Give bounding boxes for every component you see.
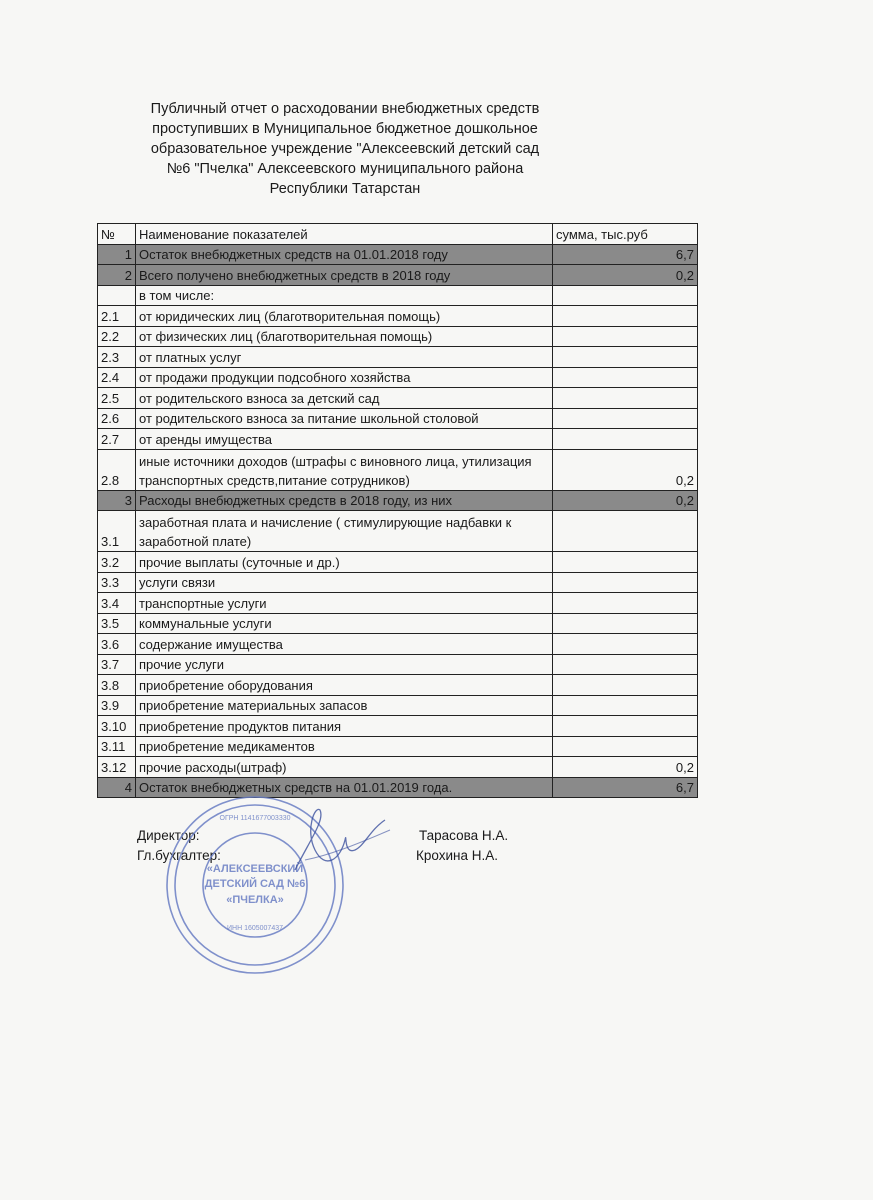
row-amount	[553, 736, 698, 757]
row-amount	[553, 654, 698, 675]
row-amount	[553, 716, 698, 737]
row-amount	[553, 593, 698, 614]
row-name: Всего получено внебюджетных средств в 2018 году	[136, 265, 553, 286]
director-label: Директор:	[137, 828, 200, 843]
row-number: 3.3	[98, 572, 136, 593]
title-line: образовательное учреждение "Алексеевский детский сад	[150, 141, 540, 157]
row-amount: 0,2	[553, 757, 698, 778]
row-name: коммунальные услуги	[136, 613, 553, 634]
row-name: приобретение оборудования	[136, 675, 553, 696]
accountant-label: Гл.бухгалтер:	[137, 848, 221, 863]
table-row	[98, 285, 698, 306]
header-name: Наименование показателей	[136, 224, 553, 245]
row-amount	[553, 347, 698, 368]
row-amount	[553, 408, 698, 429]
title-line: №6 "Пчелка" Алексеевского муниципального района	[166, 161, 524, 177]
title-line: Публичный отчет о расходовании внебюджетных средств	[150, 101, 540, 117]
table-row	[98, 716, 698, 737]
table-row	[98, 388, 698, 409]
table-row	[98, 265, 698, 286]
row-number: 2.7	[98, 429, 136, 450]
row-number: 2.1	[98, 306, 136, 327]
table-row	[98, 429, 698, 450]
row-name: от физических лиц (благотворительная помощь)	[136, 326, 553, 347]
row-name: от платных услуг	[136, 347, 553, 368]
table-row	[98, 654, 698, 675]
director-name: Тарасова Н.А.	[419, 828, 509, 843]
table-row	[98, 511, 698, 552]
title-line: Республики Татарстан	[269, 181, 421, 197]
table-row	[98, 552, 698, 573]
table-row	[98, 408, 698, 429]
document-title	[130, 99, 560, 199]
row-amount	[553, 429, 698, 450]
row-name: иные источники доходов (штрафы с виновного лица, утилизация транспортных средств,питание сотрудников)	[136, 449, 553, 490]
row-amount: 0,2	[553, 449, 698, 490]
table-row	[98, 490, 698, 511]
row-amount	[553, 285, 698, 306]
row-name: Остаток внебюджетных средств на 01.01.2019 года.	[136, 777, 553, 798]
row-number: 1	[98, 244, 136, 265]
row-name: транспортные услуги	[136, 593, 553, 614]
row-name: Расходы внебюджетных средств в 2018 году, из них	[136, 490, 553, 511]
row-name: заработная плата и начисление ( стимулирующие надбавки к заработной плате)	[136, 511, 553, 552]
row-number: 2.4	[98, 367, 136, 388]
row-number: 3.12	[98, 757, 136, 778]
row-name: прочие расходы(штраф)	[136, 757, 553, 778]
header-amount: сумма, тыс.руб	[553, 224, 698, 245]
row-amount	[553, 326, 698, 347]
title-line: проступивших в Муниципальное бюджетное дошкольное	[152, 121, 538, 137]
table-row	[98, 347, 698, 368]
row-amount	[553, 634, 698, 655]
table-row	[98, 367, 698, 388]
row-amount	[553, 675, 698, 696]
row-name: от родительского взноса за питание школьной столовой	[136, 408, 553, 429]
table-row	[98, 675, 698, 696]
row-number: 3.11	[98, 736, 136, 757]
row-amount	[553, 552, 698, 573]
table-row	[98, 572, 698, 593]
row-number: 3.9	[98, 695, 136, 716]
row-amount	[553, 572, 698, 593]
handwritten-signature	[285, 800, 395, 890]
row-amount	[553, 388, 698, 409]
row-amount: 6,7	[553, 777, 698, 798]
row-name: от родительского взноса за детский сад	[136, 388, 553, 409]
row-amount	[553, 367, 698, 388]
table-row	[98, 306, 698, 327]
table-row	[98, 326, 698, 347]
row-number: 2.5	[98, 388, 136, 409]
row-number: 3.8	[98, 675, 136, 696]
stamp-text-2: ДЕТСКИЙ САД №6	[204, 878, 306, 890]
row-name: от аренды имущества	[136, 429, 553, 450]
table-row	[98, 613, 698, 634]
row-number: 3.5	[98, 613, 136, 634]
row-amount	[553, 695, 698, 716]
row-number	[98, 285, 136, 306]
stamp-inn: ИНН 1605007437	[226, 925, 284, 932]
row-amount: 0,2	[553, 265, 698, 286]
row-name: приобретение медикаментов	[136, 736, 553, 757]
row-name: услуги связи	[136, 572, 553, 593]
table-row	[98, 736, 698, 757]
row-amount	[553, 613, 698, 634]
stamp-text-1: «АЛЕКСЕЕВСКИЙ	[206, 863, 304, 875]
row-number: 3.4	[98, 593, 136, 614]
table-row	[98, 449, 698, 490]
row-number: 3.6	[98, 634, 136, 655]
row-name: прочие услуги	[136, 654, 553, 675]
row-amount: 6,7	[553, 244, 698, 265]
table-row	[98, 634, 698, 655]
row-amount	[553, 306, 698, 327]
table-header-row	[98, 224, 698, 245]
row-number: 2	[98, 265, 136, 286]
row-number: 2.6	[98, 408, 136, 429]
row-name: содержание имущества	[136, 634, 553, 655]
row-number: 3.10	[98, 716, 136, 737]
row-number: 4	[98, 777, 136, 798]
stamp-text-3: «ПЧЕЛКА»	[226, 894, 284, 906]
row-number: 3.7	[98, 654, 136, 675]
row-number: 3.1	[98, 511, 136, 552]
header-number: №	[98, 224, 136, 245]
row-name: в том числе:	[136, 285, 553, 306]
row-number: 2.3	[98, 347, 136, 368]
row-amount	[553, 511, 698, 552]
table-row	[98, 757, 698, 778]
row-name: от юридических лиц (благотворительная помощь)	[136, 306, 553, 327]
table-row	[98, 244, 698, 265]
table-row	[98, 593, 698, 614]
row-name: от продажи продукции подсобного хозяйства	[136, 367, 553, 388]
table-row	[98, 695, 698, 716]
row-amount: 0,2	[553, 490, 698, 511]
row-number: 3	[98, 490, 136, 511]
report-table	[97, 223, 698, 798]
stamp-ogrn: ОГРН 1141677003330	[219, 815, 291, 822]
row-number: 2.8	[98, 449, 136, 490]
row-number: 2.2	[98, 326, 136, 347]
row-name: Остаток внебюджетных средств на 01.01.2018 году	[136, 244, 553, 265]
row-name: приобретение материальных запасов	[136, 695, 553, 716]
accountant-name: Крохина Н.А.	[416, 848, 498, 863]
row-name: прочие выплаты (суточные и др.)	[136, 552, 553, 573]
row-name: приобретение продуктов питания	[136, 716, 553, 737]
row-number: 3.2	[98, 552, 136, 573]
